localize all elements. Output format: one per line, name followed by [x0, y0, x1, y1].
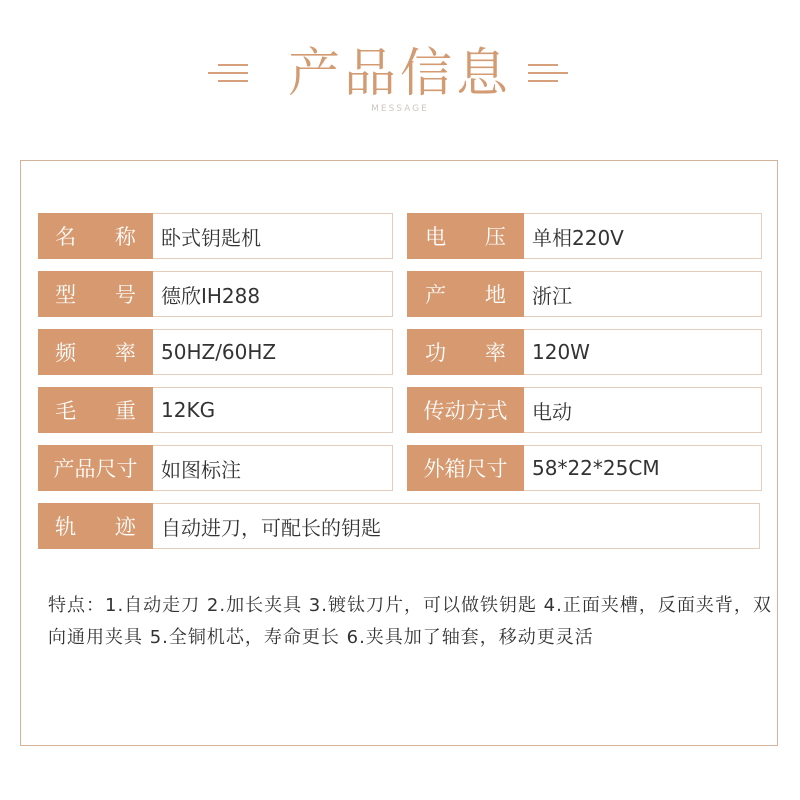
spec-value: 12KG — [153, 387, 393, 433]
features-text: 特点：1.自动走刀 2.加长夹具 3.镀钛刀片，可以做铁钥匙 4.正面夹槽，反面夹背，双向通用夹具 5.全铜机芯，寿命更长 6.夹具加了轴套，移动更灵活 — [48, 595, 772, 648]
spec-label: 功 率 — [407, 329, 524, 375]
spec-label: 产 地 — [407, 271, 524, 317]
spec-label: 传动方式 — [407, 387, 524, 433]
spec-row-drive — [407, 387, 762, 433]
spec-value: 120W — [524, 329, 762, 375]
page-title: 产品信息 — [287, 44, 512, 104]
spec-label: 频 率 — [38, 329, 153, 375]
spec-value: 电动 — [524, 387, 762, 433]
spec-value: 58*22*25CM — [524, 445, 762, 491]
spec-label: 电 压 — [407, 213, 524, 259]
spec-row-product-size — [38, 445, 393, 491]
spec-label: 外箱尺寸 — [407, 445, 524, 491]
spec-value: 卧式钥匙机 — [153, 213, 393, 259]
spec-row-frequency — [38, 329, 393, 375]
spec-row-track — [38, 503, 760, 549]
spec-value: 50HZ/60HZ — [153, 329, 393, 375]
spec-label: 产品尺寸 — [38, 445, 153, 491]
spec-value: 德欣IH288 — [153, 271, 393, 317]
spec-value: 如图标注 — [153, 445, 393, 491]
spec-value: 浙江 — [524, 271, 762, 317]
spec-row-power — [407, 329, 762, 375]
spec-row-weight — [38, 387, 393, 433]
page-header — [0, 40, 800, 114]
spec-row-model — [38, 271, 393, 317]
spec-label: 毛 重 — [38, 387, 153, 433]
page-subtitle: MESSAGE — [371, 104, 429, 114]
spec-row-origin — [407, 271, 762, 317]
spec-label: 型 号 — [38, 271, 153, 317]
spec-row-voltage — [407, 213, 762, 259]
spec-row-name — [38, 213, 393, 259]
spec-value: 自动进刀，可配长的钥匙 — [153, 503, 760, 549]
spec-label: 轨 迹 — [38, 503, 153, 549]
spec-label: 名 称 — [38, 213, 153, 259]
spec-row-box-size — [407, 445, 762, 491]
decorative-lines-right — [528, 60, 568, 90]
spec-value: 单相220V — [524, 213, 762, 259]
